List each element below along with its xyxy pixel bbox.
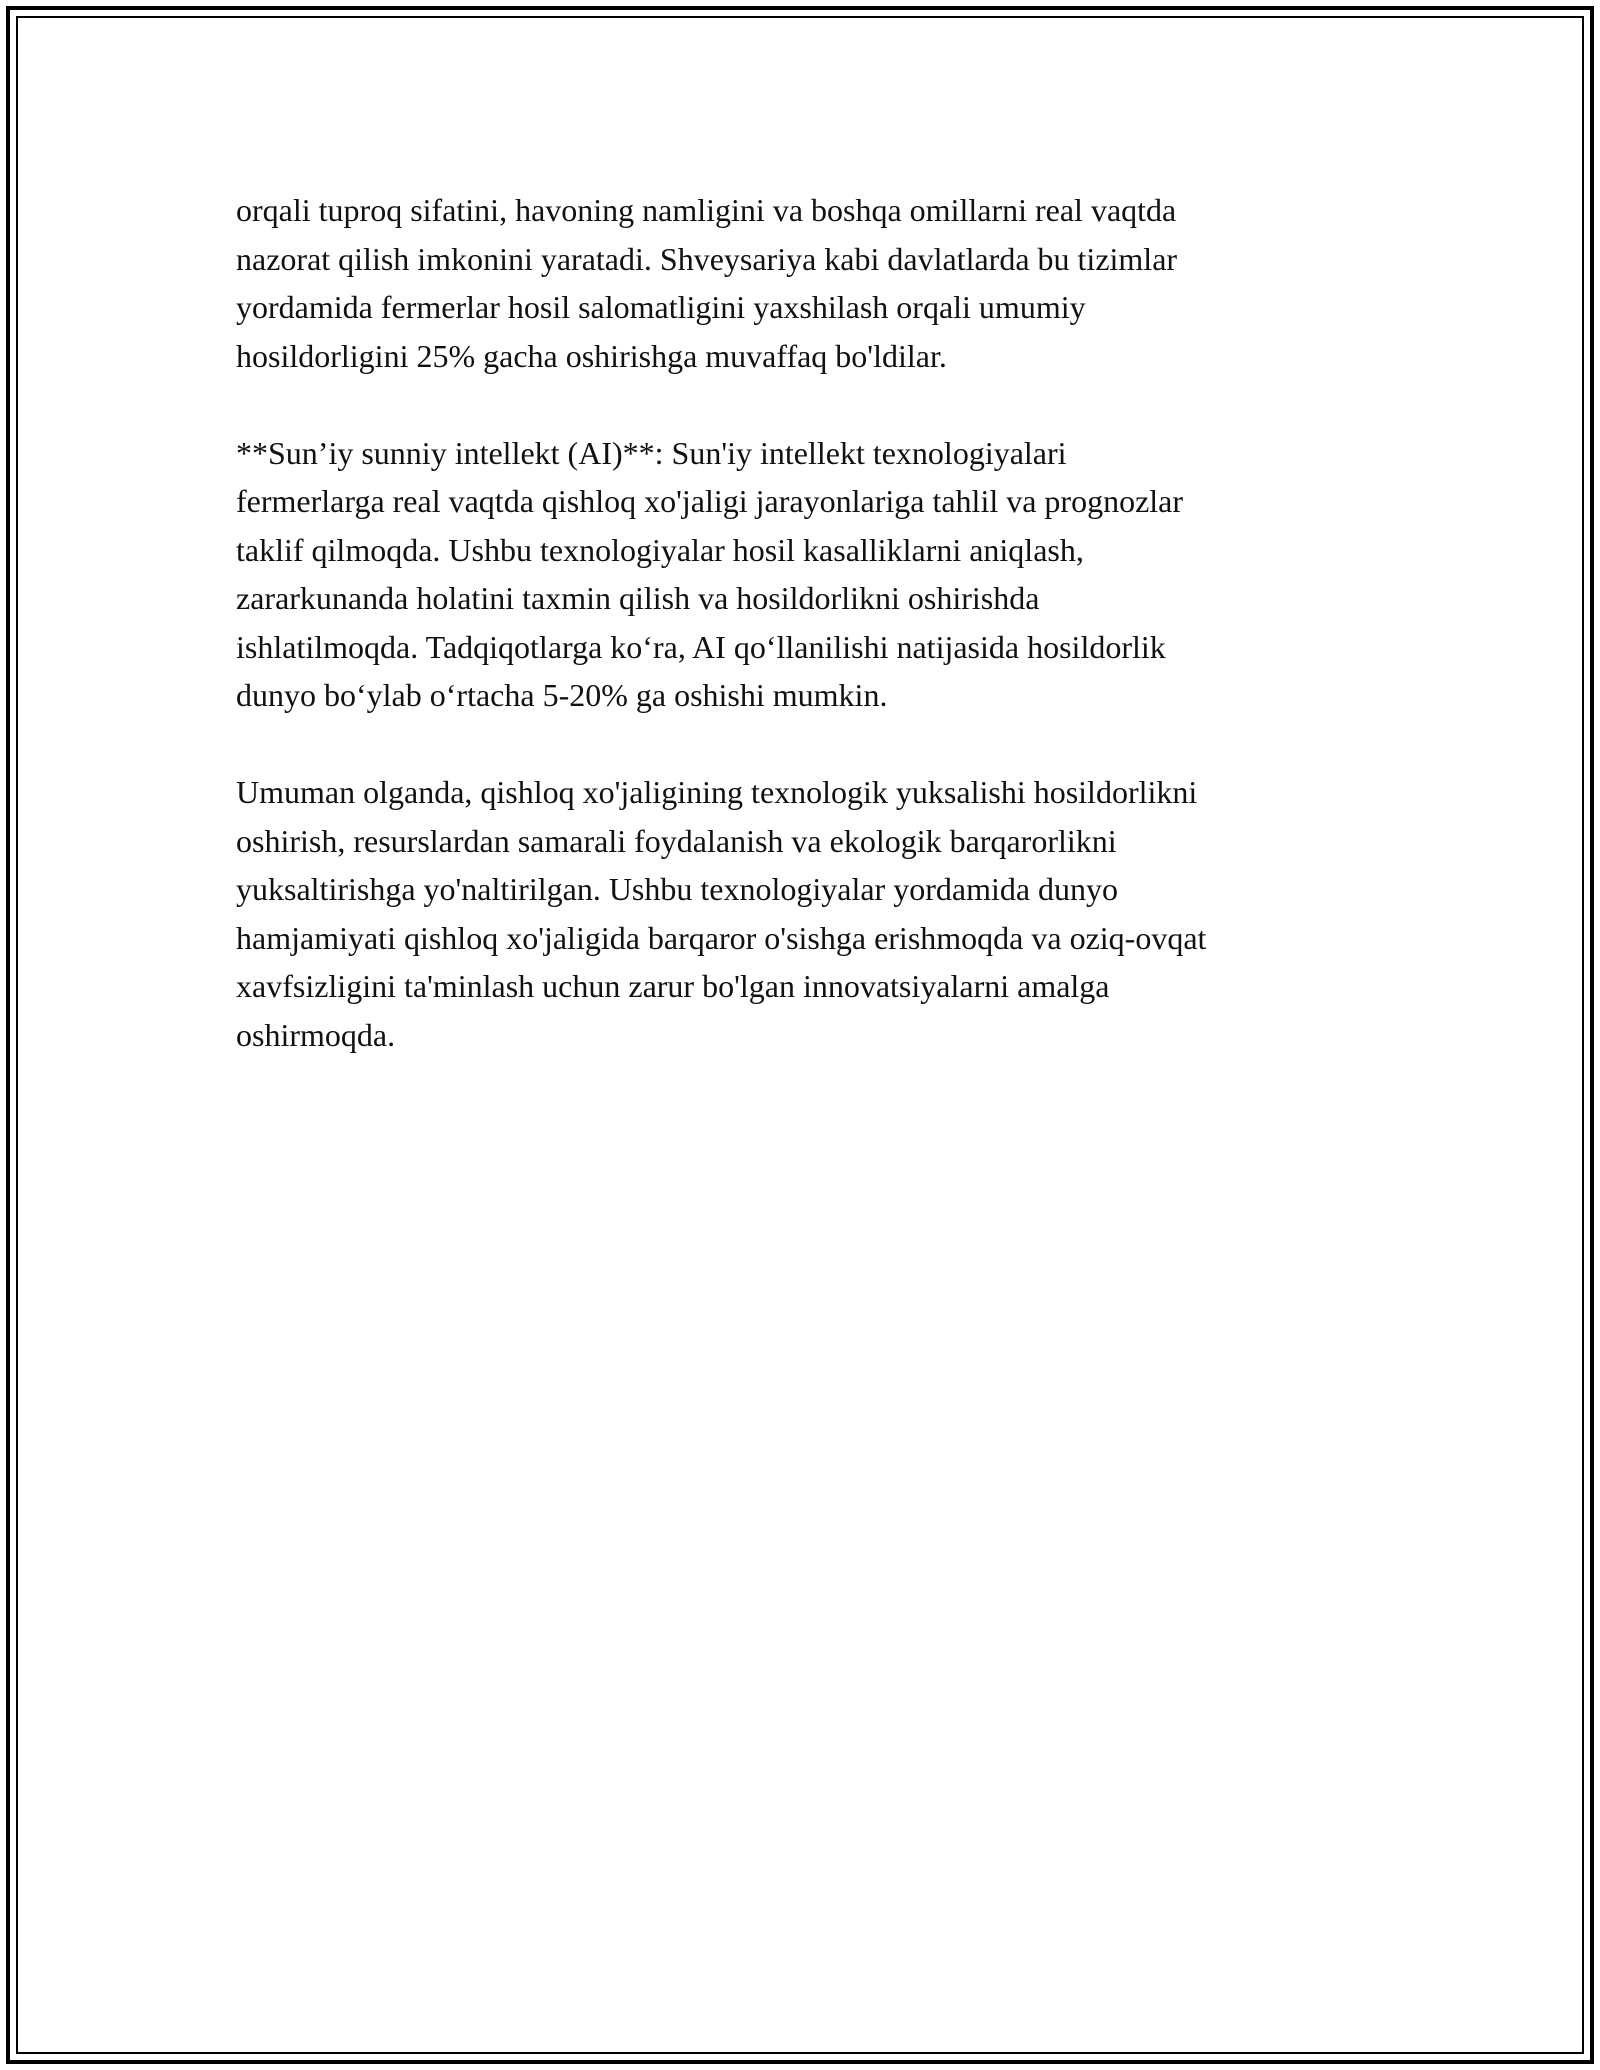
text-line: ishlatilmoqda. Tadqiqotlarga ko‘ra, AI qo‘llanilishi natijasida hosildorlik: [236, 628, 1166, 665]
text-line: orqali tuproq sifatini, havoning namligini va boshqa omillarni real vaqtda: [236, 192, 1177, 228]
text-line: oshirish, resurslardan samarali foydalanish va ekologik barqarorlikni: [236, 822, 1117, 859]
text-line: xavfsizligini ta'minlash uchun zarur bo'lgan innovatsiyalarni amalga: [236, 968, 1110, 1004]
text-line: yuksaltirishga yo'naltirilgan. Ushbu texnologiyalar yordamida dunyo: [236, 871, 1119, 907]
text-line: hamjamiyati qishloq xo'jaligida barqaror o'sishga erishmoqda va oziq-ovqat: [236, 919, 1207, 956]
text-line: taklif qilmoqda. Ushbu texnologiyalar hosil kasalliklarni aniqlash,: [236, 531, 1084, 568]
text-line: zararkunanda holatini taxmin qilish va hosildorlikni oshirishda: [236, 580, 1040, 616]
document-body: [236, 186, 1376, 1059]
paragraph-conclusion: [236, 768, 1376, 1059]
text-line: fermerlarga real vaqtda qishloq xo'jaligi jarayonlariga tahlil va prognozlar: [236, 483, 1184, 519]
text-line: hosildorligini 25% gacha oshirishga muvaffaq bo'ldilar.: [236, 337, 947, 374]
paragraph-sensors: [236, 186, 1376, 380]
text-line: oshirmoqda.: [236, 1016, 396, 1053]
text-line: **Sun’iy sunniy intellekt (AI)**: Sun'iy intellekt texnologiyalari: [236, 434, 1067, 471]
text-line: Umuman olganda, qishloq xo'jaligining texnologik yuksalishi hosildorlikni: [236, 774, 1198, 810]
text-line: nazorat qilish imkonini yaratadi. Shveysariya kabi davlatlarda bu tizimlar: [236, 240, 1178, 277]
paragraph-ai: [236, 429, 1376, 720]
text-line: yordamida fermerlar hosil salomatligini yaxshilash orqali umumiy: [236, 289, 1086, 325]
text-line: dunyo bo‘ylab o‘rtacha 5-20% ga oshishi mumkin.: [236, 677, 888, 713]
